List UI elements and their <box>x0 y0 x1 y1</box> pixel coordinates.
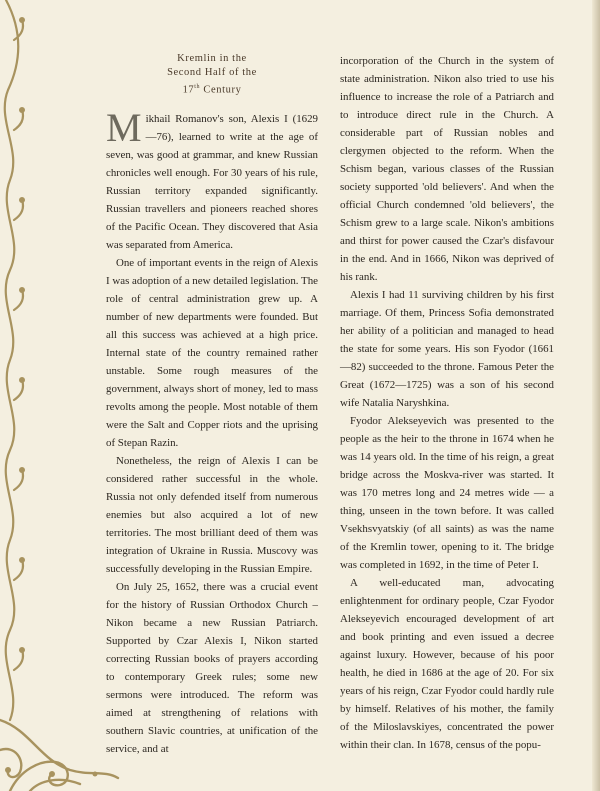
paragraph: One of important events in the reign of Alexis I was adoption of a new detailed legislation. The role of central administration grew up. A number of new departments were founded. But all this success was achieved at a high price. Internal state of the country remained rather unstable. Some rough measures of the government, always short of money, led to mass revolts among the people. Most notable of them were the Salt and Copper riots and the uprising of Stepan Razin. <box>106 256 318 449</box>
paragraph: Fyodor Alekseyevich was presented to the people as the heir to the throne in 1674 when he was 14 years old. In the time of his reign, a great bridge across the Moskva-river was started. It was 170 metres long and 24 metres wide — a thing, unseen in the town before. It was called Vsekhsvyatskiy (of all saints) as was the name of the Kremlin tower, opening to it. The bridge was completed in 1692, in the time of Peter I. <box>340 415 554 571</box>
paragraph: incorporation of the Church in the system of state administration. Nikon also tried to use his influence to increase the role of a Patriarch and to introduce direct rule in the Church. A considerable part of Russian nobles and clergymen objected to the reform. When the Schism began, various classes of the Russian society supported 'old believers'. And when the official Church condemned 'old believers', the Schism grew to a large scale. Nikon's ambitions and thirst for power caused the Czar's disfavour in the end. And in 1666, Nikon was deprived of his rank. <box>340 55 554 283</box>
paragraph: On July 25, 1652, there was a crucial event for the history of Russian Orthodox Church – Nikon became a new Russian Patriarch. Supported by Czar Alexis I, Nikon started correcting Russian books of prayers according to contemporary Greek rules; some new sermons were introduced. The reform was aimed at strengthening of relations with southern Slavic countries, at unification of the service, and at <box>106 580 318 755</box>
ornamental-border-left <box>0 0 34 791</box>
page-gutter-shade <box>592 0 600 791</box>
paragraph: A well-educated man, advocating enlightenment for ordinary people, Czar Fyodor Alekseyevich encouraged development of art and book printing and even issued a decree against luxury. However, because of his poor health, he died in 1686 at the age of 20. For six years of his reign, Czar Fyodor could hardly rule by himself. Relatives of his mother, the family of the Miloslavskiyes, concentrated the power within their clan. In 1678, census of the popu- <box>340 577 554 751</box>
paragraph: Nonetheless, the reign of Alexis I can be considered rather successful in the whole. Russia not only defended itself from numerous enemies but also acquired a lot of new territories. The most brilliant deed of them was integration of Ukraine in Russia. Muscovy was successfully developing in the Russian Empire. <box>106 454 318 575</box>
ornamental-corner <box>0 690 120 791</box>
section-heading: Kremlin in the Second Half of the 17th Century <box>167 53 257 96</box>
text-column-right <box>340 52 554 754</box>
text-column-left <box>106 52 318 758</box>
paragraph: Mikhail Romanov's son, Alexis I (1629—76), learned to write at the age of seven, was good at grammar, and knew Russian chronicles well enough. For 30 years of his rule, Russian territory expanded significantly. Russian travellers and pioneers reached shores of the Pacific Ocean. They discovered that Asia was separated from America. <box>106 104 318 251</box>
drop-cap: M <box>106 104 142 150</box>
paragraph: Alexis I had 11 surviving children by his first marriage. Of them, Princess Sofia demonstrated her ability of a politician and managed to head the state for some years. His son Fyodor (1661—82) succeeded to the throne. Famous Peter the Great (1672—1725) was a son of his second wife Natalia Naryshkina. <box>340 289 554 409</box>
